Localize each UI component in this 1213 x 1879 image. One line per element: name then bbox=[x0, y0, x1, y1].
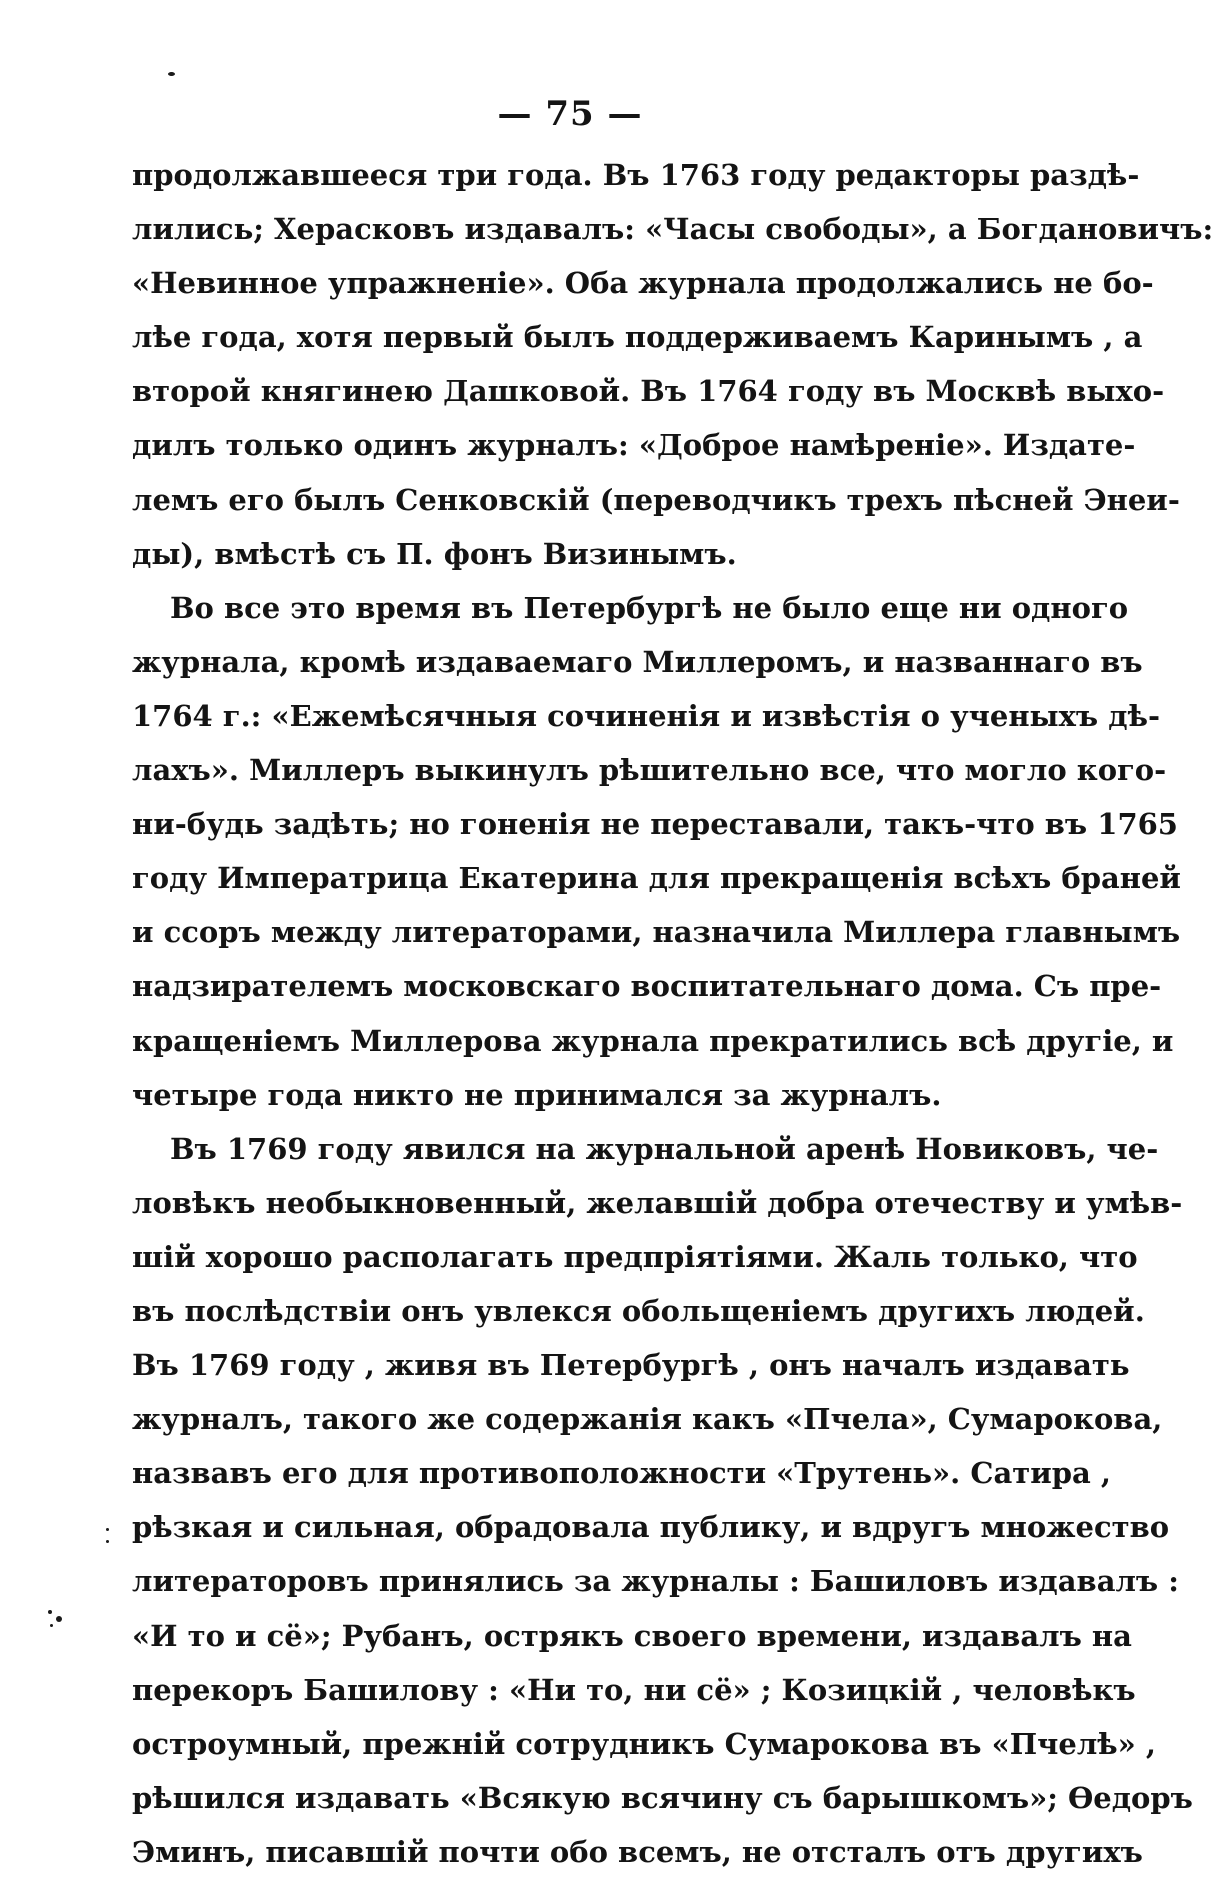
text-line: шій хорошо располагать предпріятіями. Жаль только, что bbox=[132, 1239, 1138, 1274]
body-text bbox=[132, 148, 1213, 1879]
scan-speck bbox=[168, 72, 175, 76]
scan-speck bbox=[106, 1528, 109, 1531]
text-line: второй княгинею Дашковой. Въ 1764 году въ Москвѣ выхо- bbox=[132, 374, 1165, 409]
text-line: журналъ, такого же содержанія какъ «Пчела», Сумарокова, bbox=[132, 1402, 1163, 1437]
text-line: «И то и сё»; Рубанъ, острякъ своего времени, издавалъ на bbox=[132, 1618, 1132, 1653]
text-line: литераторовъ принялись за журналы : Башиловъ издавалъ : bbox=[132, 1564, 1179, 1599]
text-line: лемъ его былъ Сенковскій (переводчикъ трехъ пѣсней Энеи- bbox=[132, 482, 1180, 517]
scan-speck bbox=[48, 1610, 52, 1614]
text-line: Эминъ, писавшій почти обо всемъ, не отсталъ отъ другихъ bbox=[132, 1834, 1143, 1869]
text-line: 1764 г.: «Ежемѣсячныя сочиненія и извѣстія о ученыхъ дѣ- bbox=[132, 698, 1161, 733]
text-line: лахъ». Миллеръ выкинулъ рѣшительно все, что могло кого- bbox=[132, 753, 1167, 788]
text-line-paragraph-end: ды), вмѣстѣ съ П. фонъ Визинымъ. bbox=[132, 536, 737, 571]
text-line: перекоръ Башилову : «Ни то, ни сё» ; Козицкій , человѣкъ bbox=[132, 1672, 1136, 1707]
text-line: надзирателемъ московскаго воспитательнаго дома. Съ пре- bbox=[132, 969, 1162, 1004]
text-line: лились; Херасковъ издавалъ: «Часы свободы», а Богдановичъ: bbox=[132, 212, 1213, 247]
text-line-paragraph-end: четыре года никто не принимался за журналъ. bbox=[132, 1077, 942, 1112]
text-line: ловѣкъ необыкновенный, желавшій добра отечеству и умѣв- bbox=[132, 1185, 1183, 1220]
text-line: рѣшился издавать «Всякую всячину съ барышкомъ»; Ѳедоръ bbox=[132, 1780, 1193, 1815]
text-line: продолжавшееся три года. Въ 1763 году редакторы раздѣ- bbox=[132, 158, 1140, 192]
text-line: журнала, кромѣ издаваемаго Миллеромъ, и названнаго въ bbox=[132, 644, 1143, 679]
text-line: и ссоръ между литераторами, назначила Миллера главнымъ bbox=[132, 915, 1181, 950]
text-line: дилъ только одинъ журналъ: «Доброе намѣреніе». Издате- bbox=[132, 428, 1136, 463]
text-line: назвавъ его для противоположности «Трутень». Сатира , bbox=[132, 1456, 1111, 1491]
scan-speck bbox=[56, 1616, 62, 1622]
text-line: лѣе года, хотя первый былъ поддерживаемъ Каринымъ , а bbox=[132, 320, 1143, 355]
text-line-paragraph-start: Въ 1769 году явился на журнальной аренѣ Новиковъ, че- bbox=[170, 1131, 1159, 1166]
text-line: ни-будь задѣть; но гоненія не переставали, такъ-что въ 1765 bbox=[132, 807, 1178, 842]
text-line: Въ 1769 году , живя въ Петербургѣ , онъ началъ издавать bbox=[132, 1348, 1130, 1383]
text-line: году Императрица Екатерина для прекращенія всѣхъ браней bbox=[132, 861, 1181, 896]
page-number: — 75 — bbox=[497, 94, 643, 134]
text-line-paragraph-start: Во все это время въ Петербургѣ не было еще ни одного bbox=[170, 590, 1129, 625]
text-line: кращеніемъ Миллерова журнала прекратились всѣ другіе, и bbox=[132, 1023, 1174, 1058]
scan-speck bbox=[106, 1540, 109, 1543]
text-line: «Невинное упражненіе». Оба журнала продолжались не бо- bbox=[132, 266, 1154, 301]
text-line: остроумный, прежній сотрудникъ Сумарокова въ «Пчелѣ» , bbox=[132, 1726, 1156, 1761]
text-line: въ послѣдствіи онъ увлекся обольщеніемъ другихъ людей. bbox=[132, 1293, 1145, 1328]
text-line: рѣзкая и сильная, обрадовала публику, и вдругъ множество bbox=[132, 1510, 1170, 1545]
scan-speck bbox=[50, 1624, 53, 1627]
